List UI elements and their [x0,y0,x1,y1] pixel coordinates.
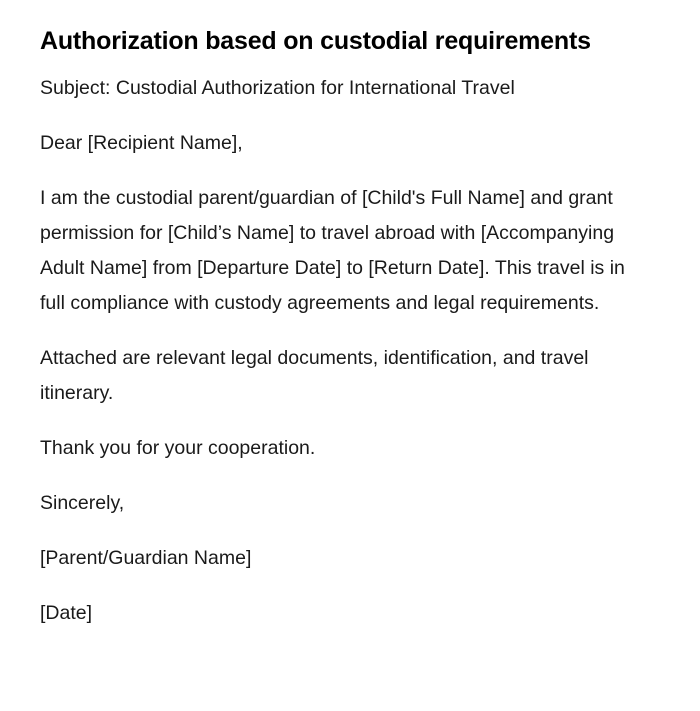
subject-line: Subject: Custodial Authorization for International Travel [40,77,515,99]
body-paragraph-attachments: Attached are relevant legal documents, identification, and travel itinerary. [40,347,589,404]
closing-line: Sincerely, [40,492,125,514]
salutation: Dear [Recipient Name], [40,132,243,154]
document-page [40,24,640,651]
body-paragraph-authorization: I am the custodial parent/guardian of [Child's Full Name] and grant permission for [Child’s Name] to travel abroad with [Accompanying Adult Name] from [Departure Date] to [Return Date]. This travel is in full compliance with custody agreements and legal requirements. [40,187,625,314]
thanks-line: Thank you for your cooperation. [40,437,316,459]
signature-name: [Parent/Guardian Name] [40,547,252,569]
date-placeholder: [Date] [40,602,93,624]
document-title: Authorization based on custodial requirements [40,27,591,55]
